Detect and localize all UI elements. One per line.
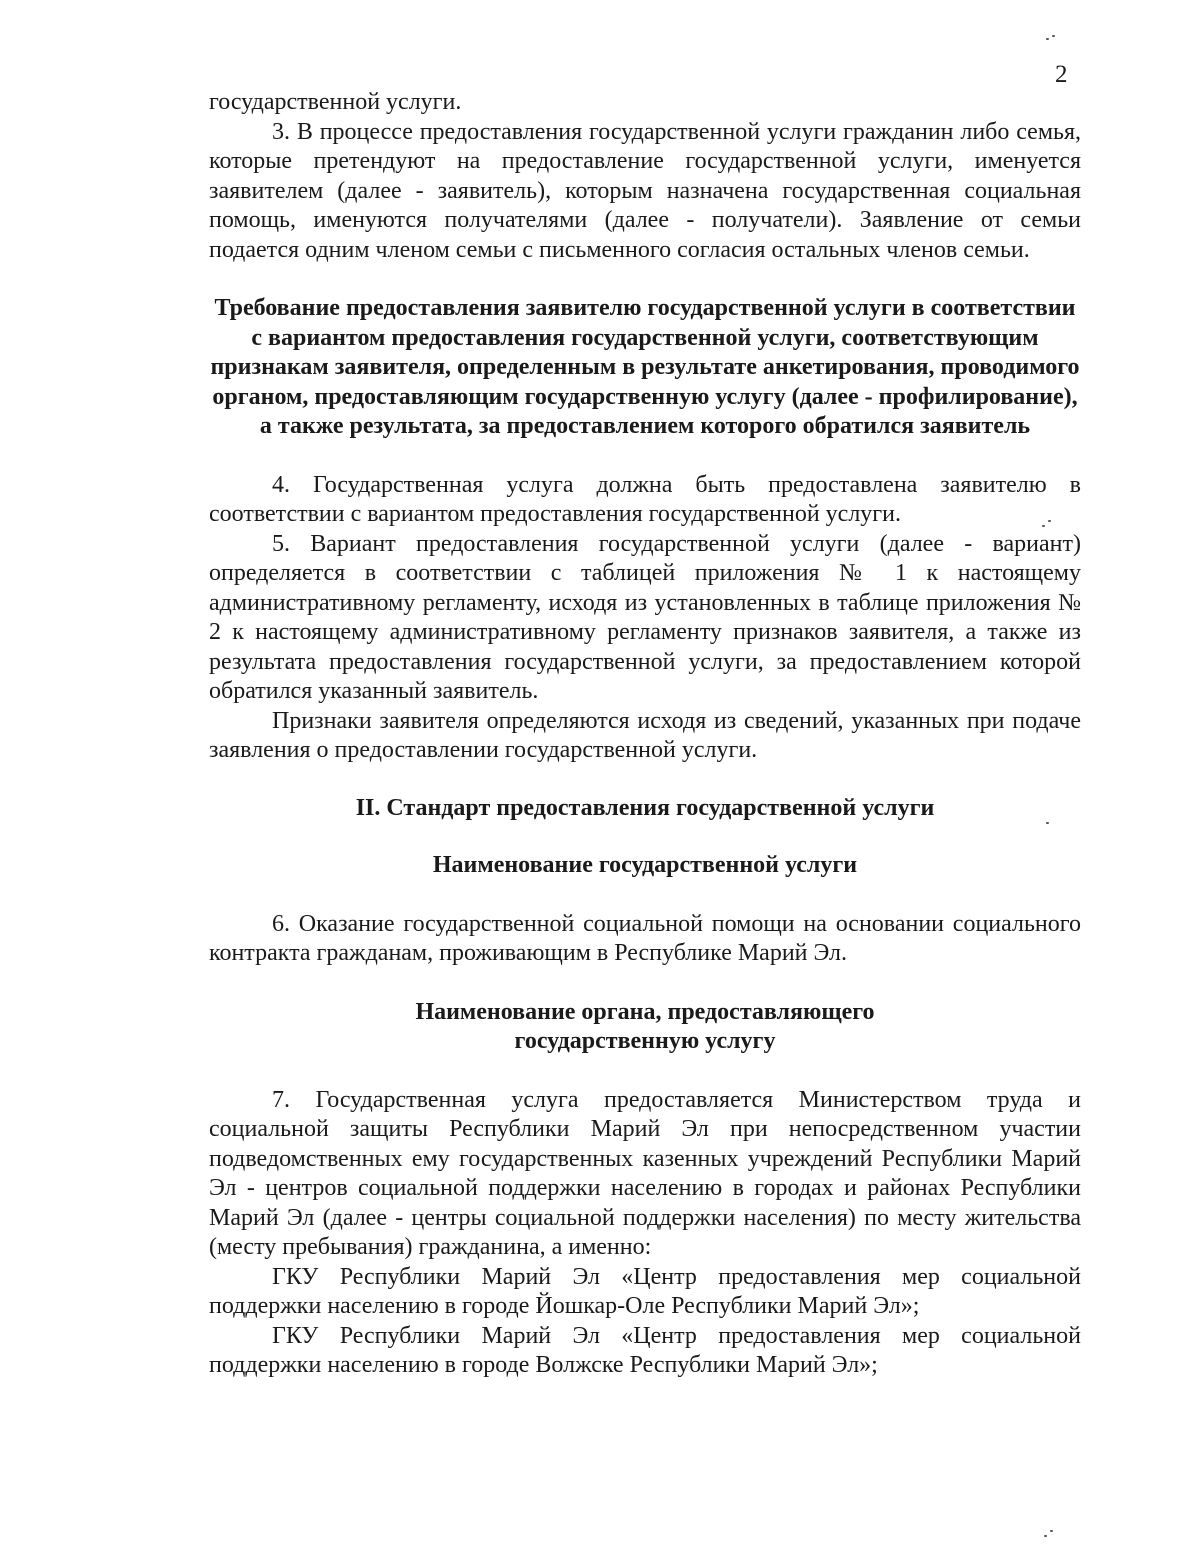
section-heading-authority xyxy=(209,998,1081,1057)
section-heading-authority-line1: Наименование органа, предоставляющего xyxy=(415,998,875,1025)
section-heading-service-name: Наименование государственной услуги xyxy=(432,852,858,878)
paragraph-center-volzhsk: ГКУ Республики Марий Эл «Центр предоставления мер социальной поддержки населению в городе Волжске Республики Марий Эл»; xyxy=(209,1322,1081,1378)
scan-speck xyxy=(1046,38,1049,40)
page-number: 2 xyxy=(1055,61,1068,88)
scan-speck xyxy=(1052,35,1055,37)
scan-speck xyxy=(1046,822,1049,824)
section-heading-authority-line2: государственную услугу xyxy=(514,1028,776,1054)
scan-speck xyxy=(1044,1535,1047,1537)
paragraph-features: Признаки заявителя определяются исходя из сведений, указанных при подаче заявления о предоставлении государственной услуги. xyxy=(209,707,1081,763)
paragraph-7: 7. Государственная услуга предоставляется Министерством труда и социальной защиты Республики Марий Эл при непосредственном участии подведомственных ему государственных казенных учреждений Республики Марий Эл - центров социальной поддержки населению в городах и районах Республики Марий Эл (далее - центры социальной поддержки населения) по месту жительства (месту пребывания) гражданина, а именно: xyxy=(209,1086,1081,1260)
section-heading-standard: II. Стандарт предоставления государственной услуги xyxy=(355,794,935,821)
paragraph-5: 5. Вариант предоставления государственной услуги (далее - вариант) определяется в соответствии с таблицей приложения № 1 к настоящему административному регламенту, исходя из установленных в таблице приложения № 2 к настоящему административному регламенту признаков заявителя, а также из результата предоставления государственной услуги, за предоставлением которой обратился указанный заявитель. xyxy=(209,530,1081,704)
paragraph-6: 6. Оказание государственной социальной помощи на основании социального контракта гражданам, проживающим в Республике Марий Эл. xyxy=(209,910,1081,966)
paragraph-continuation: государственной услуги. xyxy=(209,89,462,115)
scan-speck xyxy=(1042,525,1045,527)
paragraph-center-yoshkar-ola: ГКУ Республики Марий Эл «Центр предоставления мер социальной поддержки населению в городе Йошкар-Оле Республики Марий Эл»; xyxy=(209,1263,1081,1319)
scan-speck xyxy=(1048,520,1051,522)
section-heading-requirement: Требование предоставления заявителю государственной услуги в соответствии с вариантом предоставления государственной услуги, соответствующим признакам заявителя, определенным в результате анкетирования, проводимого органом, предоставляющим государственную услугу (далее - профилирование), а также результата, за предоставлением которого обратился заявитель xyxy=(210,295,1080,439)
paragraph-3: 3. В процессе предоставления государственной услуги гражданин либо семья, которые претендуют на предоставление государственной услуги, именуется заявителем (далее - заявитель), которым назначена государственная социальная помощь, именуются получателями (далее - получатели). Заявление от семьи подается одним членом семьи с письменного согласия остальных членов семьи. xyxy=(209,118,1081,263)
scan-speck xyxy=(1050,1530,1053,1532)
document-body xyxy=(209,88,1081,1381)
paragraph-4: 4. Государственная услуга должна быть предоставлена заявителю в соответствии с вариантом предоставления государственной услуги. xyxy=(209,471,1081,527)
